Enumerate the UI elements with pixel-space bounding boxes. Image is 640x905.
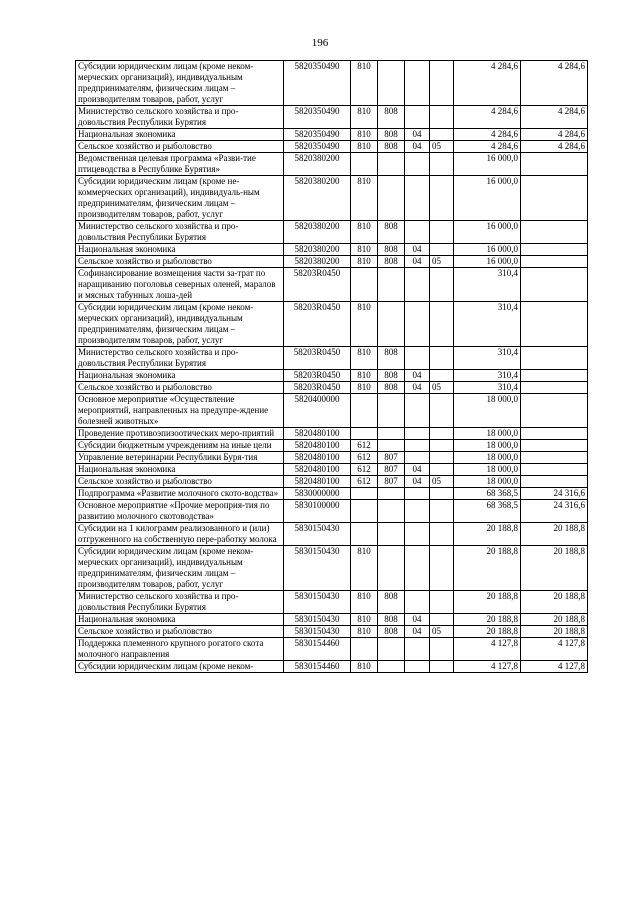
row-amount-1: 310,4 bbox=[454, 302, 521, 347]
row-amount-2: 20 188,8 bbox=[521, 546, 588, 591]
row-code: 58203R0450 bbox=[284, 347, 351, 370]
row-amount-1: 18 000,0 bbox=[454, 476, 521, 488]
row-expense-type bbox=[430, 302, 454, 347]
row-name: Проведение противоэпизоотических меро-приятий bbox=[76, 428, 284, 440]
row-ministry-code bbox=[351, 394, 378, 428]
row-ministry-code: 810 bbox=[351, 370, 378, 382]
row-code: 5830154460 bbox=[284, 661, 351, 673]
row-ministry-code: 810 bbox=[351, 347, 378, 370]
row-expense-type bbox=[430, 488, 454, 500]
row-amount-2: 20 188,8 bbox=[521, 591, 588, 614]
row-section: 808 bbox=[378, 382, 405, 394]
row-amount-2 bbox=[521, 476, 588, 488]
table-row bbox=[76, 176, 588, 221]
row-ministry-code: 810 bbox=[351, 244, 378, 256]
row-ministry-code bbox=[351, 638, 378, 661]
row-code: 58203R0450 bbox=[284, 382, 351, 394]
row-expense-type bbox=[430, 452, 454, 464]
row-code: 5830150430 bbox=[284, 523, 351, 546]
row-subsection bbox=[405, 488, 430, 500]
table-row bbox=[76, 500, 588, 523]
row-name: Национальная экономика bbox=[76, 370, 284, 382]
row-subsection bbox=[405, 176, 430, 221]
row-name: Сельское хозяйство и рыболовство bbox=[76, 382, 284, 394]
row-name: Министерство сельского хозяйства и про-довольствия Республики Бурятия bbox=[76, 347, 284, 370]
row-expense-type bbox=[430, 591, 454, 614]
table-row bbox=[76, 591, 588, 614]
row-amount-2 bbox=[521, 244, 588, 256]
row-subsection bbox=[405, 268, 430, 302]
row-code: 5820350490 bbox=[284, 141, 351, 153]
row-expense-type bbox=[430, 244, 454, 256]
row-subsection bbox=[405, 347, 430, 370]
row-ministry-code bbox=[351, 500, 378, 523]
row-code: 5820380200 bbox=[284, 153, 351, 176]
row-expense-type bbox=[430, 614, 454, 626]
row-amount-1: 16 000,0 bbox=[454, 244, 521, 256]
row-subsection bbox=[405, 523, 430, 546]
row-ministry-code bbox=[351, 428, 378, 440]
row-subsection: 04 bbox=[405, 370, 430, 382]
row-subsection: 04 bbox=[405, 129, 430, 141]
row-code: 5820380200 bbox=[284, 176, 351, 221]
row-section bbox=[378, 61, 405, 106]
row-ministry-code: 612 bbox=[351, 440, 378, 452]
table-row bbox=[76, 106, 588, 129]
row-amount-2 bbox=[521, 268, 588, 302]
table-row bbox=[76, 476, 588, 488]
row-name: Министерство сельского хозяйства и про-довольствия Республики Бурятия bbox=[76, 221, 284, 244]
row-amount-1: 68 368,5 bbox=[454, 488, 521, 500]
row-subsection: 04 bbox=[405, 464, 430, 476]
row-code: 5820350490 bbox=[284, 61, 351, 106]
row-amount-2 bbox=[521, 428, 588, 440]
row-name: Софинансирование возмещения части за-трат по наращиванию поголовья северных оленей, маралов и мясных табунных лоша-дей bbox=[76, 268, 284, 302]
row-name: Поддержка племенного крупного рогатого скота молочного направления bbox=[76, 638, 284, 661]
row-amount-2 bbox=[521, 347, 588, 370]
row-ministry-code: 810 bbox=[351, 382, 378, 394]
row-section bbox=[378, 661, 405, 673]
row-ministry-code bbox=[351, 523, 378, 546]
row-amount-2 bbox=[521, 370, 588, 382]
row-expense-type bbox=[430, 106, 454, 129]
row-subsection bbox=[405, 394, 430, 428]
row-amount-1: 310,4 bbox=[454, 382, 521, 394]
row-name: Субсидии юридическим лицам (кроме неком-мерческих организаций), индивидуальным предпринимателям, физическим лицам – производителям товаров, работ, услуг bbox=[76, 61, 284, 106]
row-subsection bbox=[405, 61, 430, 106]
budget-table bbox=[75, 60, 588, 673]
row-amount-2 bbox=[521, 153, 588, 176]
row-section bbox=[378, 488, 405, 500]
row-code: 5820480100 bbox=[284, 464, 351, 476]
row-amount-1: 16 000,0 bbox=[454, 153, 521, 176]
row-amount-2: 4 127,8 bbox=[521, 661, 588, 673]
row-section: 807 bbox=[378, 476, 405, 488]
row-amount-1: 310,4 bbox=[454, 268, 521, 302]
row-name: Субсидии юридическим лицам (кроме не-коммерческих организаций), индивидуаль-ным предпринимателям, физическим лицам – производителям товаров, работ, услуг bbox=[76, 176, 284, 221]
row-section bbox=[378, 523, 405, 546]
row-amount-2: 4 127,8 bbox=[521, 638, 588, 661]
row-section bbox=[378, 268, 405, 302]
row-amount-2 bbox=[521, 382, 588, 394]
row-ministry-code: 810 bbox=[351, 661, 378, 673]
table-row bbox=[76, 244, 588, 256]
row-amount-2: 4 284,6 bbox=[521, 129, 588, 141]
row-ministry-code: 810 bbox=[351, 61, 378, 106]
table-row bbox=[76, 440, 588, 452]
row-code: 5820480100 bbox=[284, 476, 351, 488]
row-ministry-code: 612 bbox=[351, 464, 378, 476]
row-amount-1: 18 000,0 bbox=[454, 464, 521, 476]
row-amount-1: 18 000,0 bbox=[454, 428, 521, 440]
row-expense-type bbox=[430, 464, 454, 476]
row-amount-1: 16 000,0 bbox=[454, 256, 521, 268]
row-amount-2 bbox=[521, 176, 588, 221]
row-amount-2 bbox=[521, 256, 588, 268]
row-name: Субсидии бюджетным учреждениям на иные цели bbox=[76, 440, 284, 452]
row-amount-2: 4 284,6 bbox=[521, 141, 588, 153]
row-subsection bbox=[405, 638, 430, 661]
row-amount-2 bbox=[521, 464, 588, 476]
row-section: 807 bbox=[378, 452, 405, 464]
row-amount-1: 4 284,6 bbox=[454, 61, 521, 106]
row-amount-1: 18 000,0 bbox=[454, 440, 521, 452]
row-code: 58203R0450 bbox=[284, 370, 351, 382]
row-code: 5830000000 bbox=[284, 488, 351, 500]
row-name: Управление ветеринарии Республики Буря-тия bbox=[76, 452, 284, 464]
table-row bbox=[76, 523, 588, 546]
row-amount-1: 20 188,8 bbox=[454, 614, 521, 626]
row-code: 58203R0450 bbox=[284, 268, 351, 302]
row-ministry-code: 810 bbox=[351, 141, 378, 153]
row-expense-type: 05 bbox=[430, 626, 454, 638]
row-code: 5820400000 bbox=[284, 394, 351, 428]
row-name: Ведомственная целевая программа «Разви-тие птицеводства в Республике Бурятия» bbox=[76, 153, 284, 176]
table-row bbox=[76, 488, 588, 500]
row-code: 5830150430 bbox=[284, 591, 351, 614]
row-code: 58203R0450 bbox=[284, 302, 351, 347]
row-expense-type bbox=[430, 500, 454, 523]
row-ministry-code: 810 bbox=[351, 302, 378, 347]
row-name: Министерство сельского хозяйства и про-довольствия Республики Бурятия bbox=[76, 591, 284, 614]
row-expense-type: 05 bbox=[430, 256, 454, 268]
row-expense-type bbox=[430, 394, 454, 428]
row-code: 5830150430 bbox=[284, 546, 351, 591]
table-row bbox=[76, 382, 588, 394]
row-code: 5830150430 bbox=[284, 614, 351, 626]
row-ministry-code: 810 bbox=[351, 614, 378, 626]
row-subsection bbox=[405, 546, 430, 591]
row-section bbox=[378, 546, 405, 591]
row-code: 5820480100 bbox=[284, 428, 351, 440]
row-code: 5820480100 bbox=[284, 440, 351, 452]
row-ministry-code: 810 bbox=[351, 626, 378, 638]
row-name: Национальная экономика bbox=[76, 464, 284, 476]
row-name: Сельское хозяйство и рыболовство bbox=[76, 626, 284, 638]
table-row bbox=[76, 370, 588, 382]
row-subsection: 04 bbox=[405, 256, 430, 268]
row-amount-1: 4 284,6 bbox=[454, 141, 521, 153]
row-amount-1: 310,4 bbox=[454, 347, 521, 370]
row-name: Сельское хозяйство и рыболовство bbox=[76, 476, 284, 488]
row-ministry-code: 612 bbox=[351, 452, 378, 464]
row-expense-type bbox=[430, 440, 454, 452]
row-code: 5830150430 bbox=[284, 626, 351, 638]
row-section bbox=[378, 638, 405, 661]
row-amount-2 bbox=[521, 440, 588, 452]
row-amount-1: 20 188,8 bbox=[454, 523, 521, 546]
row-name: Основное мероприятие «Прочие мероприя-тия по развитию молочного скотоводства» bbox=[76, 500, 284, 523]
row-ministry-code: 810 bbox=[351, 546, 378, 591]
row-name: Национальная экономика bbox=[76, 129, 284, 141]
row-expense-type bbox=[430, 661, 454, 673]
table-row bbox=[76, 256, 588, 268]
row-section: 808 bbox=[378, 626, 405, 638]
table-row bbox=[76, 428, 588, 440]
row-expense-type bbox=[430, 176, 454, 221]
row-amount-2: 20 188,8 bbox=[521, 626, 588, 638]
row-section bbox=[378, 394, 405, 428]
row-subsection bbox=[405, 440, 430, 452]
row-expense-type bbox=[430, 61, 454, 106]
row-subsection bbox=[405, 302, 430, 347]
row-amount-2 bbox=[521, 452, 588, 464]
table-row bbox=[76, 153, 588, 176]
table-row bbox=[76, 347, 588, 370]
table-row bbox=[76, 141, 588, 153]
row-section: 807 bbox=[378, 464, 405, 476]
row-amount-1: 4 127,8 bbox=[454, 638, 521, 661]
row-name: Сельское хозяйство и рыболовство bbox=[76, 256, 284, 268]
row-amount-1: 20 188,8 bbox=[454, 546, 521, 591]
row-section: 808 bbox=[378, 141, 405, 153]
row-amount-1: 310,4 bbox=[454, 370, 521, 382]
row-section bbox=[378, 500, 405, 523]
row-expense-type bbox=[430, 428, 454, 440]
row-name: Подпрограмма «Развитие молочного ското-водства» bbox=[76, 488, 284, 500]
row-expense-type: 05 bbox=[430, 382, 454, 394]
row-subsection bbox=[405, 452, 430, 464]
row-expense-type bbox=[430, 153, 454, 176]
row-expense-type: 05 bbox=[430, 476, 454, 488]
row-amount-2 bbox=[521, 221, 588, 244]
table-row bbox=[76, 626, 588, 638]
row-expense-type bbox=[430, 221, 454, 244]
row-name: Субсидии юридическим лицам (кроме неком- bbox=[76, 661, 284, 673]
row-subsection bbox=[405, 500, 430, 523]
row-expense-type bbox=[430, 370, 454, 382]
row-section: 808 bbox=[378, 347, 405, 370]
row-subsection bbox=[405, 221, 430, 244]
row-amount-1: 18 000,0 bbox=[454, 452, 521, 464]
row-amount-1: 4 284,6 bbox=[454, 106, 521, 129]
row-name: Министерство сельского хозяйства и про-довольствия Республики Бурятия bbox=[76, 106, 284, 129]
row-name: Национальная экономика bbox=[76, 614, 284, 626]
row-code: 5820350490 bbox=[284, 106, 351, 129]
table-row bbox=[76, 638, 588, 661]
table-row bbox=[76, 302, 588, 347]
row-section bbox=[378, 440, 405, 452]
row-ministry-code bbox=[351, 153, 378, 176]
row-subsection bbox=[405, 106, 430, 129]
row-subsection: 04 bbox=[405, 244, 430, 256]
row-ministry-code bbox=[351, 488, 378, 500]
row-subsection: 04 bbox=[405, 382, 430, 394]
row-name: Субсидии юридическим лицам (кроме неком-мерческих организаций), индивидуальным предпринимателям, физическим лицам – производителям товаров, работ, услуг bbox=[76, 546, 284, 591]
row-amount-2: 24 316,6 bbox=[521, 500, 588, 523]
row-expense-type bbox=[430, 347, 454, 370]
row-section: 808 bbox=[378, 106, 405, 129]
table-row bbox=[76, 464, 588, 476]
row-name: Субсидии юридическим лицам (кроме неком-мерческих организаций), индивидуальным предпринимателям, физическим лицам – производителям товаров, работ, услуг bbox=[76, 302, 284, 347]
page-number: 196 bbox=[311, 37, 329, 49]
table-row bbox=[76, 614, 588, 626]
row-amount-1: 4 284,6 bbox=[454, 129, 521, 141]
row-name: Субсидии на 1 килограмм реализованного и (или) отгруженного на собственную пере-работку молока bbox=[76, 523, 284, 546]
row-expense-type bbox=[430, 523, 454, 546]
row-amount-1: 20 188,8 bbox=[454, 626, 521, 638]
row-amount-2: 24 316,6 bbox=[521, 488, 588, 500]
row-amount-2 bbox=[521, 394, 588, 428]
row-name: Основное мероприятие «Осуществление мероприятий, направленных на предупре-ждение болезней животных» bbox=[76, 394, 284, 428]
table-row bbox=[76, 129, 588, 141]
table-row bbox=[76, 221, 588, 244]
table-row bbox=[76, 394, 588, 428]
row-amount-2: 20 188,8 bbox=[521, 523, 588, 546]
row-expense-type bbox=[430, 268, 454, 302]
row-amount-1: 20 188,8 bbox=[454, 591, 521, 614]
row-section: 808 bbox=[378, 244, 405, 256]
row-amount-2: 20 188,8 bbox=[521, 614, 588, 626]
row-section bbox=[378, 302, 405, 347]
row-amount-2: 4 284,6 bbox=[521, 61, 588, 106]
row-name: Национальная экономика bbox=[76, 244, 284, 256]
row-code: 5820380200 bbox=[284, 244, 351, 256]
table-row bbox=[76, 546, 588, 591]
row-amount-1: 18 000,0 bbox=[454, 394, 521, 428]
row-code: 5820350490 bbox=[284, 129, 351, 141]
row-section bbox=[378, 428, 405, 440]
row-code: 5820480100 bbox=[284, 452, 351, 464]
row-amount-1: 16 000,0 bbox=[454, 176, 521, 221]
row-ministry-code: 810 bbox=[351, 106, 378, 129]
row-subsection: 04 bbox=[405, 614, 430, 626]
row-ministry-code: 810 bbox=[351, 256, 378, 268]
row-section bbox=[378, 176, 405, 221]
row-subsection bbox=[405, 428, 430, 440]
table-row bbox=[76, 268, 588, 302]
row-expense-type bbox=[430, 546, 454, 591]
row-ministry-code: 612 bbox=[351, 476, 378, 488]
row-amount-1: 16 000,0 bbox=[454, 221, 521, 244]
row-code: 5820380200 bbox=[284, 221, 351, 244]
row-amount-2 bbox=[521, 302, 588, 347]
table-row bbox=[76, 61, 588, 106]
row-ministry-code: 810 bbox=[351, 129, 378, 141]
row-code: 5830100000 bbox=[284, 500, 351, 523]
row-ministry-code: 810 bbox=[351, 221, 378, 244]
row-amount-2: 4 284,6 bbox=[521, 106, 588, 129]
row-section: 808 bbox=[378, 221, 405, 244]
row-subsection: 04 bbox=[405, 141, 430, 153]
row-subsection: 04 bbox=[405, 476, 430, 488]
row-subsection bbox=[405, 153, 430, 176]
row-section: 808 bbox=[378, 256, 405, 268]
row-expense-type bbox=[430, 129, 454, 141]
row-ministry-code bbox=[351, 268, 378, 302]
row-section bbox=[378, 153, 405, 176]
row-amount-1: 68 368,5 bbox=[454, 500, 521, 523]
row-subsection bbox=[405, 591, 430, 614]
row-section: 808 bbox=[378, 591, 405, 614]
table-row bbox=[76, 452, 588, 464]
row-code: 5830154460 bbox=[284, 638, 351, 661]
table-row bbox=[76, 661, 588, 673]
row-subsection bbox=[405, 661, 430, 673]
row-section: 808 bbox=[378, 614, 405, 626]
row-section: 808 bbox=[378, 370, 405, 382]
row-expense-type: 05 bbox=[430, 141, 454, 153]
row-expense-type bbox=[430, 638, 454, 661]
row-subsection: 04 bbox=[405, 626, 430, 638]
row-section: 808 bbox=[378, 129, 405, 141]
row-name: Сельское хозяйство и рыболовство bbox=[76, 141, 284, 153]
row-code: 5820380200 bbox=[284, 256, 351, 268]
row-ministry-code: 810 bbox=[351, 591, 378, 614]
row-ministry-code: 810 bbox=[351, 176, 378, 221]
row-amount-1: 4 127,8 bbox=[454, 661, 521, 673]
